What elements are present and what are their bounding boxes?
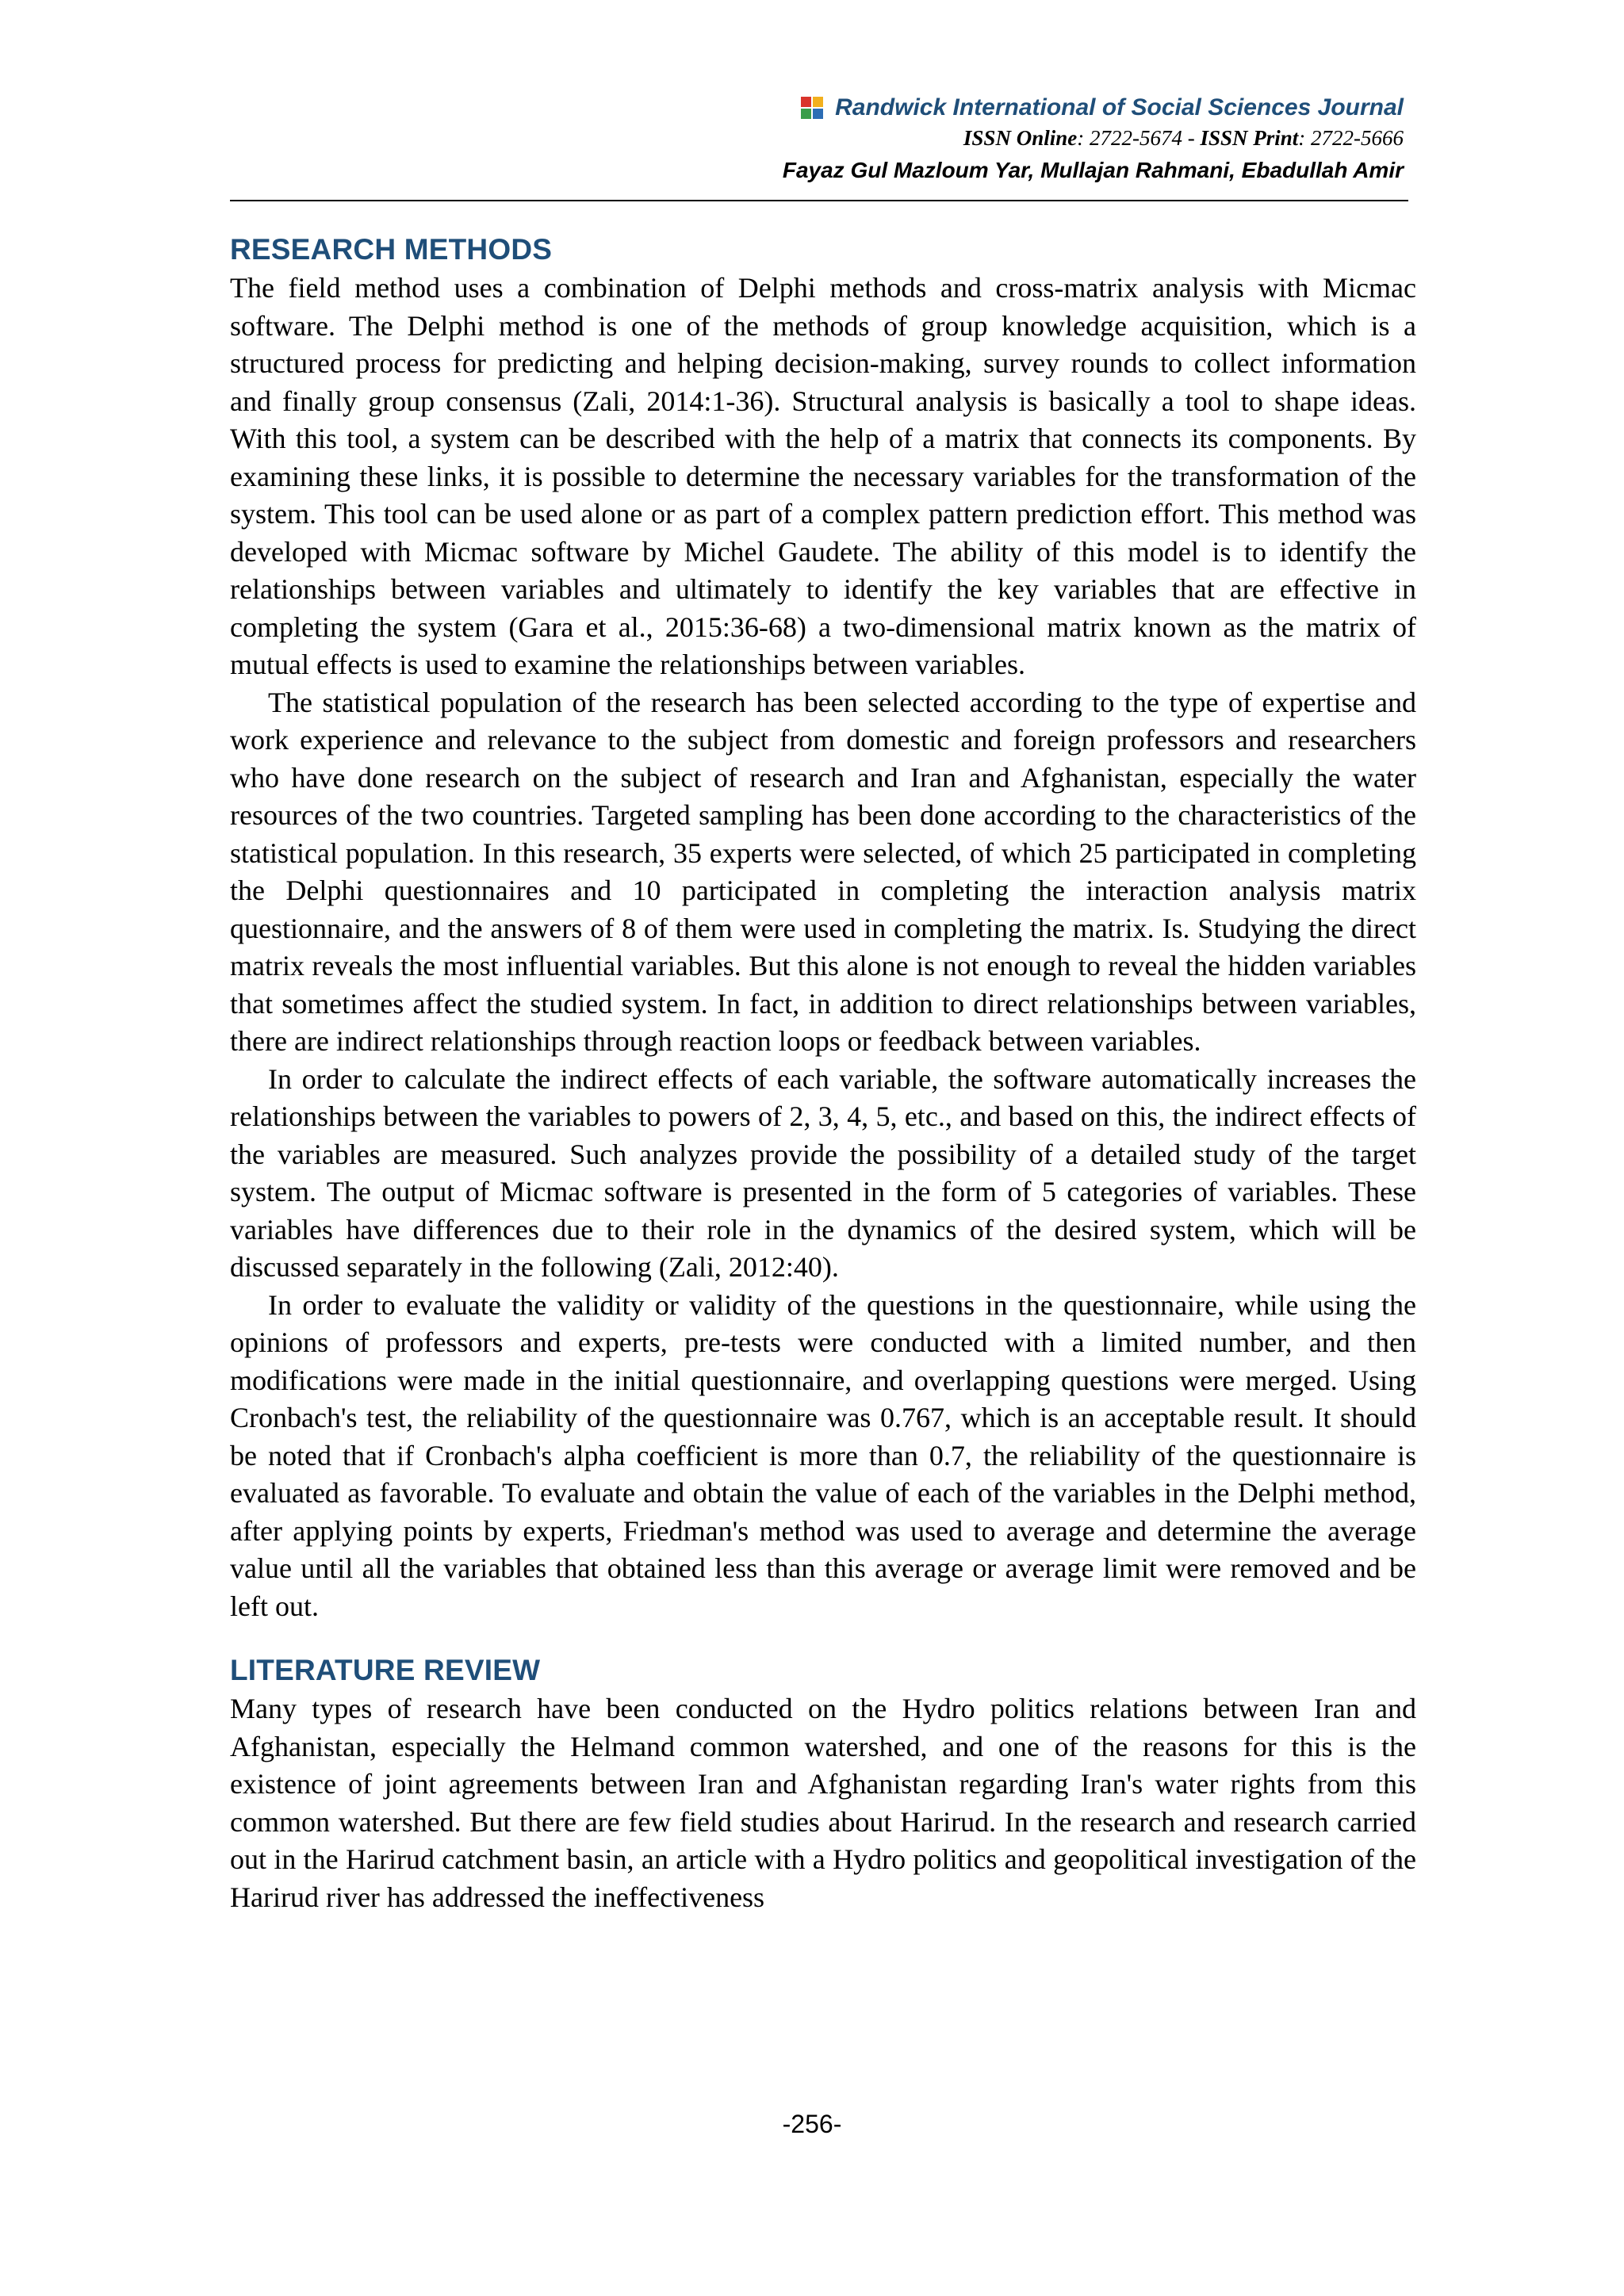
section-spacer — [230, 1625, 1416, 1651]
page-number: -256- — [782, 2110, 842, 2138]
paragraph: The field method uses a combination of Delphi methods and cross-matrix analysis with Micmac software. The Delphi method is one of the methods of group knowledge acquisition, which is a structured process for predicting and helping decision-making, survey rounds to collect information and finally group consensus (Zali, 2014:1-36). Structural analysis is basically a tool to shape ideas. With this tool, a system can be described with the help of a matrix that connects its components. By examining these links, it is possible to determine the necessary variables for the transformation of the system. This tool can be used alone or as part of a complex pattern prediction effort. This method was developed with Micmac software by Michel Gaudete. The ability of this model is to identify the relationships between variables and ultimately to identify the key variables that are effective in completing the system (Gara et al., 2015:36-68) a two-dimensional matrix known as the matrix of mutual effects is used to examine the relationships between variables. — [230, 272, 1416, 680]
header-authors: Fayaz Gul Mazloum Yar, Mullajan Rahmani, Ebadullah Amir — [782, 158, 1404, 182]
paragraph: In order to calculate the indirect effects of each variable, the software automatically increases the relationships between the variables to powers of 2, 3, 4, 5, etc., and based on this, the indirect effects of the variables are measured. Such analyzes provide the possibility of a detailed study of the target system. The output of Micmac software is presented in the form of 5 categories of variables. These variables have differences due to their role in the dynamics of the desired system, which will be discussed separately in the following (Zali, 2012:40). — [230, 1062, 1416, 1283]
issn-print-label: ISSN Print — [1200, 126, 1299, 150]
header-divider — [230, 200, 1408, 201]
main-content — [230, 230, 1416, 1916]
journal-title-line — [230, 94, 1404, 122]
section-title-research-methods: RESEARCH METHODS — [230, 233, 553, 266]
issn-online-label: ISSN Online — [963, 126, 1078, 150]
paragraph: The statistical population of the research has been selected according to the type of expertise and work experience and relevance to the subject from domestic and foreign professors and researchers who have done research on the subject of research and Iran and Afghanistan, especially the water resources of the two countries. Targeted sampling has been done according to the characteristics of the statistical population. In this research, 35 experts were selected, of which 25 participated in completing the Delphi questionnaires and 10 participated in completing the interaction analysis matrix questionnaire, and the answers of 8 of them were used in completing the matrix. Is. Studying the direct matrix reveals the most influential variables. But this alone is not enough to reveal the hidden variables that sometimes affect the studied system. In fact, in addition to direct relationships between variables, there are indirect relationships through reaction loops or feedback between variables. — [230, 686, 1416, 1057]
journal-logo-icon — [800, 96, 824, 120]
issn-online-value: : 2722-5674 - — [1077, 126, 1201, 150]
page-header — [230, 94, 1404, 186]
paragraph: In order to evaluate the validity or validity of the questions in the questionnaire, while using the opinions of professors and experts, pre-tests were conducted with a limited number, and then modifications were made in the initial questionnaire, and overlapping questions were merged. Using Cronbach's test, the reliability of the questionnaire was 0.767, which is an acceptable result. It should be noted that if Cronbach's alpha coefficient is more than 0.7, the reliability of the questionnaire is evaluated as favorable. To evaluate and obtain the value of each of the variables in the Delphi method, after applying points by experts, Friedman's method was used to average and determine the average value until all the variables that obtained less than this average or average limit were removed and be left out. — [230, 1288, 1416, 1622]
issn-print-value: : 2722-5666 — [1298, 126, 1404, 150]
journal-name: Randwick International of Social Sciences Journal — [835, 94, 1404, 121]
issn-line — [230, 124, 1404, 152]
paragraph: Many types of research have been conducted on the Hydro politics relations between Iran and Afghanistan, especially the Helmand common watershed, and one of the reasons for this is the existence of joint agreements between Iran and Afghanistan regarding Iran's water rights from this common watershed. But there are few field studies about Harirud. In the research and research carried out in the Harirud catchment basin, an article with a Hydro politics and geopolitical investigation of the Harirud river has addressed the ineffectiveness — [230, 1693, 1416, 1913]
section-title-literature-review: LITERATURE REVIEW — [230, 1654, 541, 1686]
